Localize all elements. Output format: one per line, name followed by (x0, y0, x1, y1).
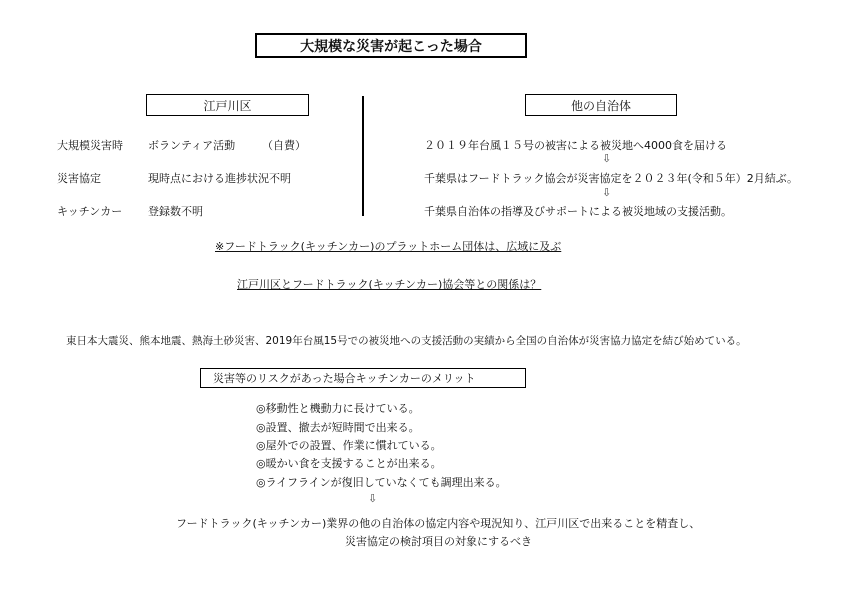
down-arrow-icon: ⇩ (368, 492, 378, 505)
merits-header: 災害等のリスクがあった場合キッチンカーのメリット (200, 368, 526, 388)
conclusion-line-1: フードトラック(キッチンカー)業界の他の自治体の協定内容や現況知り、江戸川区で出来ることを精査し、 (176, 517, 701, 530)
edogawa-header: 江戸川区 (146, 94, 309, 116)
conclusion-line-2: 災害協定の検討項目の対象にするべき (345, 535, 532, 548)
merit-item: ◎暖かい食を支援することが出来る。 (256, 457, 442, 470)
row-label-kitchen-car: キッチンカー (57, 205, 123, 218)
row-value-registrations-unknown: 登録数不明 (148, 205, 203, 218)
row-value-progress-unknown: 現時点における進捗状況不明 (148, 172, 291, 185)
right-row-chiba-support: 千葉県自治体の指導及びサポートによる被災地域の支援活動。 (424, 205, 732, 218)
down-arrow-icon: ⇩ (602, 152, 612, 165)
row-label-large-disaster: 大規模災害時 (57, 139, 123, 152)
note-relationship-question: 江戸川区とフードトラック(キッチンカー)協会等との関係は？ (237, 278, 542, 291)
merit-item: ◎移動性と機動力に長けている。 (256, 402, 420, 415)
note-platform-scope: ※フードトラック(キッチンカー)のプラットホーム団体は、広域に及ぶ (215, 240, 562, 253)
down-arrow-icon: ⇩ (602, 186, 612, 199)
merit-item: ◎ライフラインが復旧していなくても調理出来る。 (256, 476, 507, 489)
other-municipalities-header: 他の自治体 (525, 94, 677, 116)
summary-text: 東日本大震災、熊本地震、熱海土砂災害、2019年台風15号での被災地への支援活動の実績から全国の自治体が災害協力協定を結び始めている。 (66, 335, 747, 347)
column-divider (362, 96, 364, 216)
page-title: 大規模な災害が起こった場合 (255, 33, 527, 58)
row-extra-self-funded: （自費） (262, 139, 306, 152)
right-row-typhoon-support: ２０１９年台風１５号の被害による被災地へ4000食を届ける (424, 139, 727, 152)
merit-item: ◎屋外での設置、作業に慣れている。 (256, 439, 442, 452)
row-label-disaster-agreement: 災害協定 (57, 172, 101, 185)
row-value-volunteer: ボランティア活動 (148, 139, 236, 152)
merit-item: ◎設置、撤去が短時間で出来る。 (256, 421, 420, 434)
right-row-chiba-agreement: 千葉県はフードトラック協会が災害協定を２０２３年(令和５年）2月結ぶ。 (424, 172, 798, 185)
